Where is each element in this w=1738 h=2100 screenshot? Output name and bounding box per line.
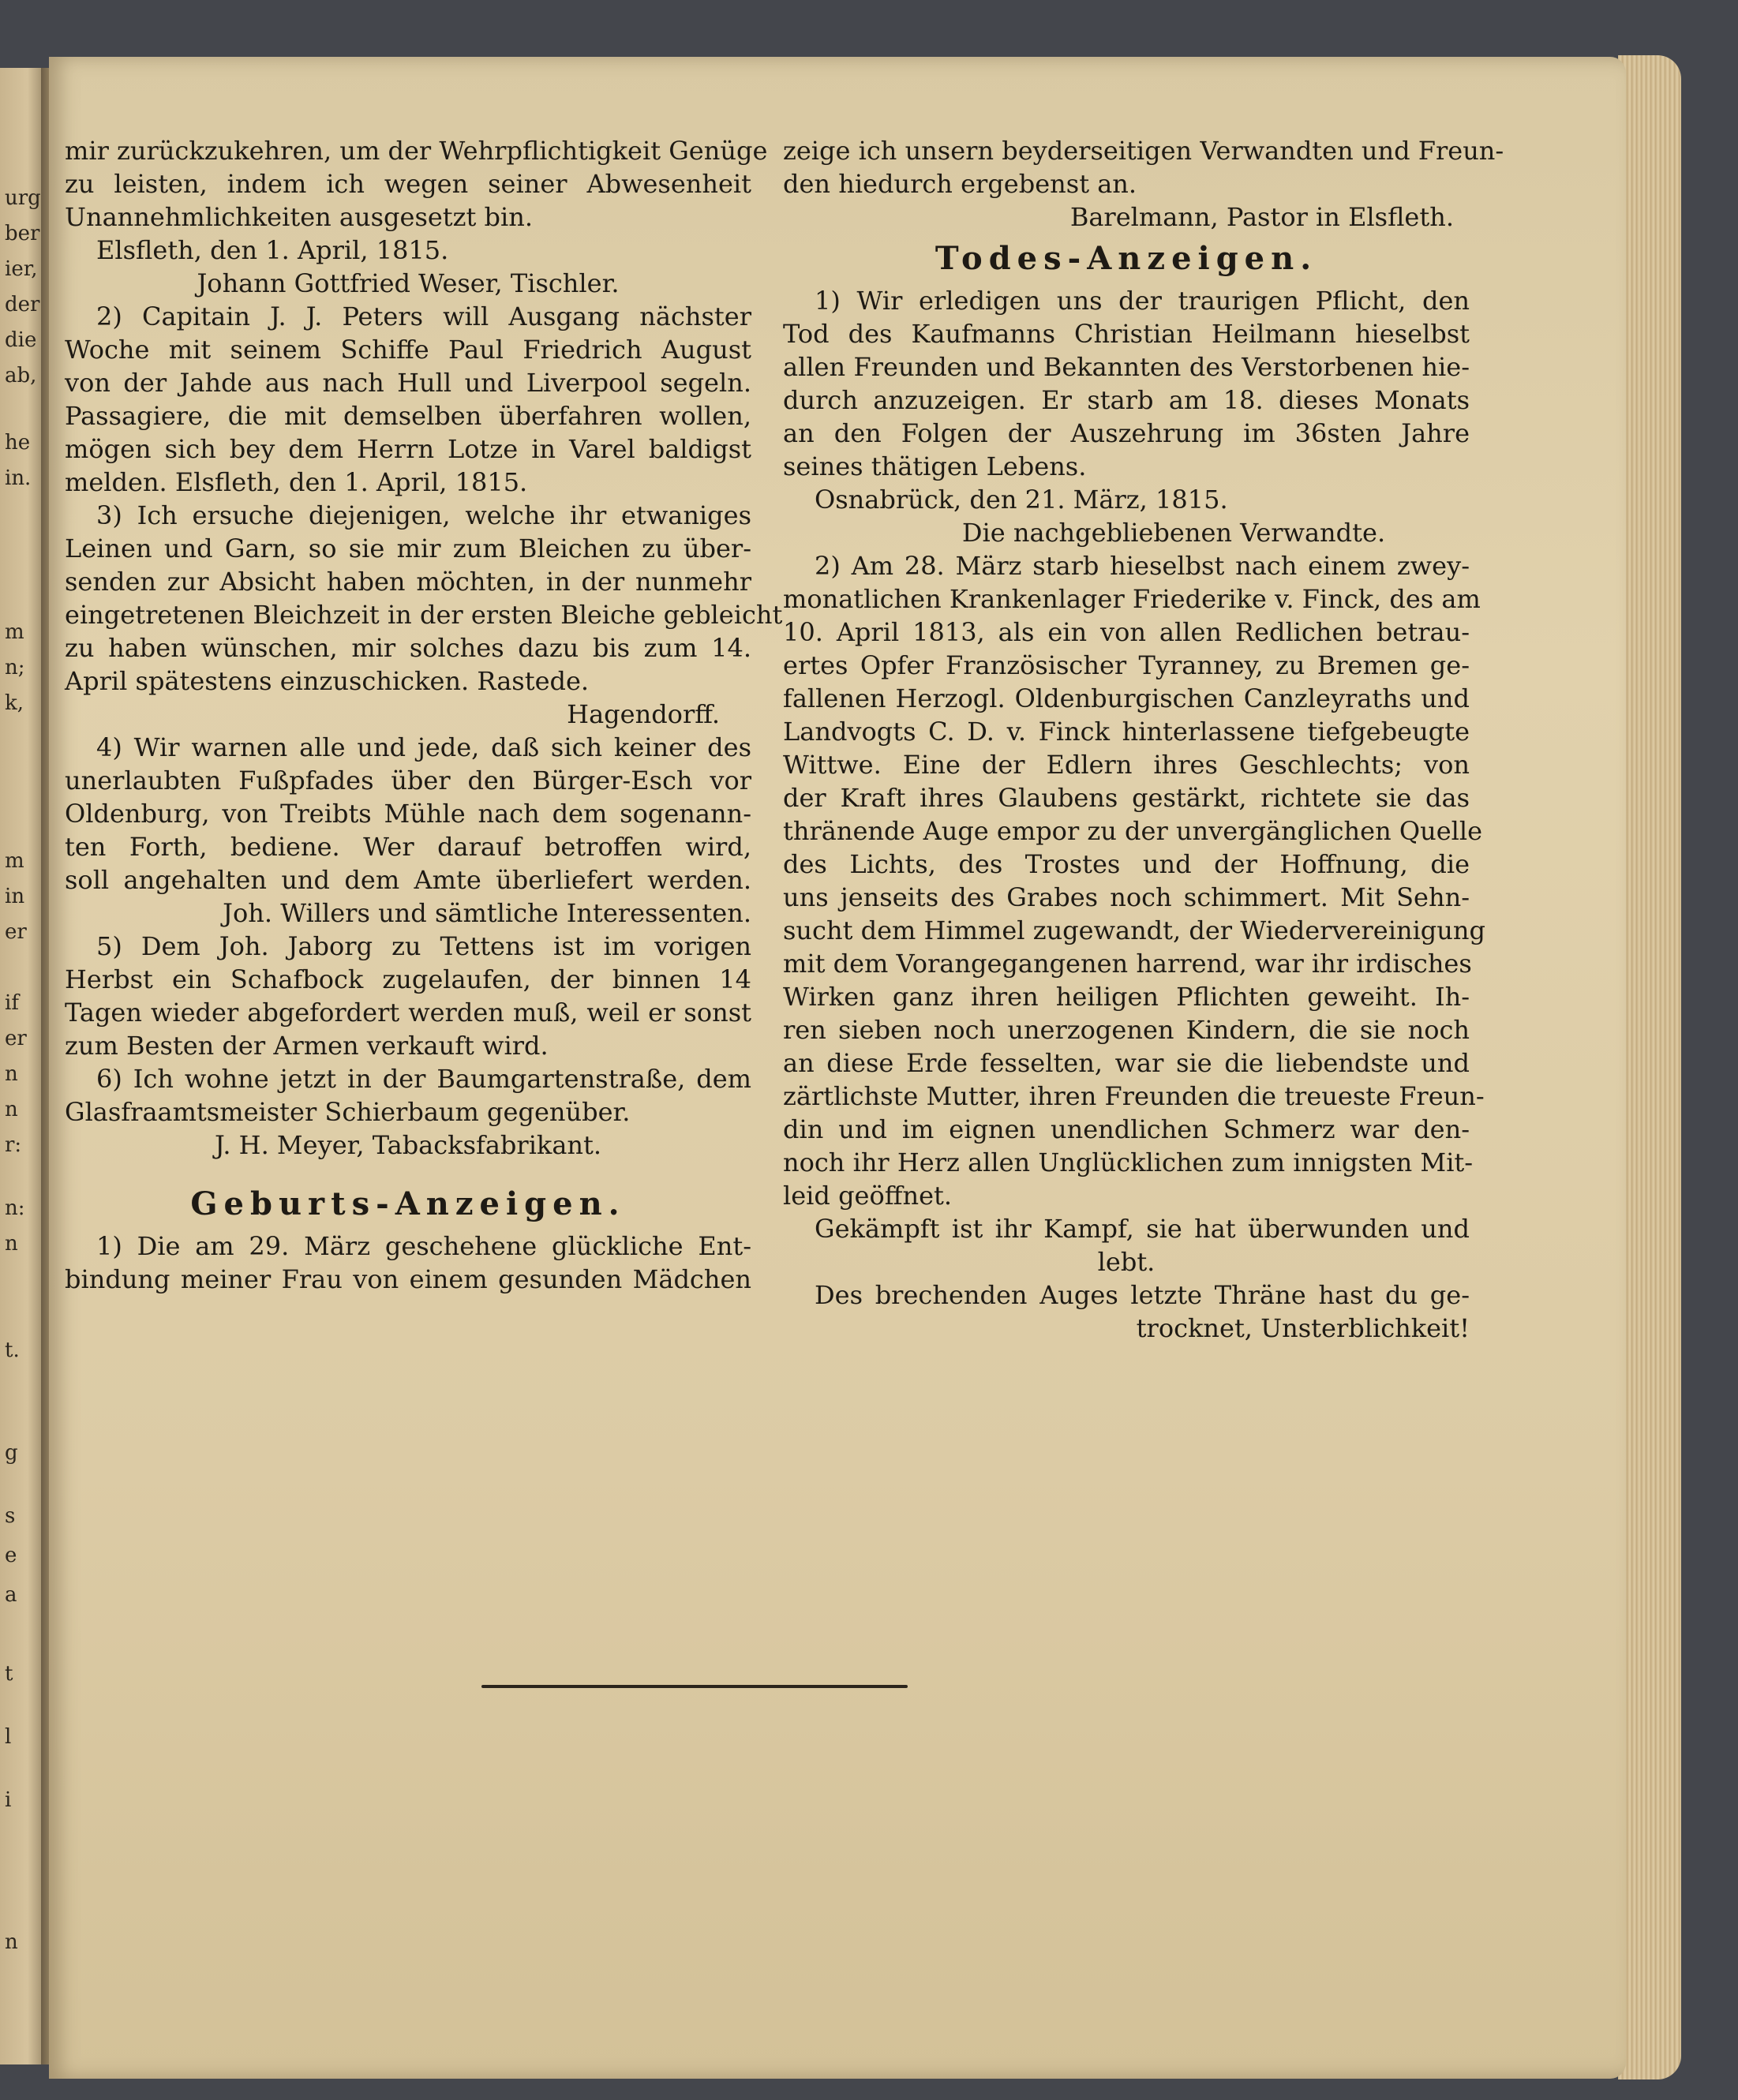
text-line: 3) Ich ersuche diejenigen, welche ihr etwaniges bbox=[96, 500, 751, 530]
text-line: Herbst ein Schafbock zugelaufen, der binnen 14 bbox=[65, 964, 751, 994]
text-line: Leinen und Garn, so sie mir zum Bleichen zu über- bbox=[65, 533, 751, 563]
text-line: Wirken ganz ihren heiligen Pflichten geweiht. Ih- bbox=[783, 982, 1470, 1012]
signature-line: Hagendorff. bbox=[567, 699, 720, 729]
left-page-fragment: er bbox=[5, 920, 27, 944]
left-page-fragment: m bbox=[5, 849, 24, 873]
text-line: 1) Wir erledigen uns der traurigen Pflicht, den bbox=[815, 286, 1470, 316]
text-line: mit dem Vorangegangenen harrend, war ihr irdisches bbox=[783, 949, 1472, 979]
left-page-fragment: t. bbox=[5, 1338, 20, 1362]
text-line: 2) Capitain J. J. Peters will Ausgang nächster bbox=[96, 301, 751, 331]
text-line: an den Folgen der Auszehrung im 36sten Jahre bbox=[783, 418, 1470, 448]
text-line: sucht dem Himmel zugewandt, der Wiedervereinigung bbox=[783, 915, 1485, 945]
text-line: an diese Erde fesselten, war sie die liebendste und bbox=[783, 1048, 1470, 1078]
text-line: ren sieben noch unerzogenen Kindern, die sie noch bbox=[783, 1015, 1470, 1045]
text-line: leid geöffnet. bbox=[783, 1181, 953, 1211]
signature-line: J. H. Meyer, Tabacksfabrikant. bbox=[214, 1130, 602, 1160]
left-page-fragment: s bbox=[5, 1504, 16, 1528]
text-line: Passagiere, die mit demselben überfahren wollen, bbox=[65, 401, 751, 431]
text-line: Woche mit seinem Schiffe Paul Friedrich August bbox=[65, 335, 751, 365]
left-page-fragment: n bbox=[5, 1062, 18, 1086]
text-line: 2) Am 28. März starb hieselbst nach einem zwey- bbox=[815, 551, 1470, 581]
signature-line: Joh. Willers und sämtliche Interessenten. bbox=[223, 898, 751, 928]
text-line: din und im eignen unendlichen Schmerz war den- bbox=[783, 1114, 1470, 1144]
newspaper-page bbox=[49, 57, 1626, 2079]
left-page-fragment: n bbox=[5, 1232, 18, 1256]
text-line: Tod des Kaufmanns Christian Heilmann hieselbst bbox=[783, 319, 1470, 349]
left-page-fragment: n bbox=[5, 1930, 18, 1954]
text-line: 6) Ich wohne jetzt in der Baumgartenstraße, dem bbox=[96, 1064, 751, 1094]
text-line: uns jenseits des Grabes noch schimmert. Mit Sehn- bbox=[783, 882, 1470, 912]
text-line: soll angehalten und dem Amte überliefert werden. bbox=[65, 865, 751, 895]
left-page-fragment: die bbox=[5, 328, 37, 352]
text-line: senden zur Absicht haben möchten, in der nunmehr bbox=[65, 567, 751, 597]
text-line: Osnabrück, den 21. März, 1815. bbox=[815, 485, 1228, 515]
text-line: zu haben wünschen, mir solches dazu bis zum 14. bbox=[65, 633, 751, 663]
left-page-fragment: i bbox=[5, 1788, 12, 1812]
text-line: ten Forth, bediene. Wer darauf betroffen wird, bbox=[65, 832, 751, 862]
text-line: mögen sich bey dem Herrn Lotze in Varel baldigst bbox=[65, 434, 751, 464]
text-line: Glasfraamtsmeister Schierbaum gegenüber. bbox=[65, 1097, 631, 1127]
page-edges bbox=[1618, 55, 1681, 2079]
text-line: zeige ich unsern beyderseitigen Verwandten und Freun- bbox=[783, 136, 1504, 166]
left-page-fragment: urg bbox=[5, 186, 41, 210]
left-page-fragment: ab, bbox=[5, 364, 37, 387]
text-line: Oldenburg, von Treibts Mühle nach dem sogenann- bbox=[65, 799, 751, 829]
poem-line: trocknet, Unsterblichkeit! bbox=[1136, 1313, 1470, 1343]
left-page-fragment: k, bbox=[5, 691, 24, 715]
text-line: zärtlichste Mutter, ihren Freunden die treueste Freun- bbox=[783, 1081, 1485, 1111]
left-page-fragment: m bbox=[5, 620, 24, 644]
text-line: 1) Die am 29. März geschehene glückliche Ent- bbox=[96, 1231, 751, 1261]
text-line: Tagen wieder abgefordert werden muß, weil er sonst bbox=[65, 998, 751, 1028]
text-line: 5) Dem Joh. Jaborg zu Tettens ist im vorigen bbox=[96, 931, 751, 961]
text-line: zu leisten, indem ich wegen seiner Abwesenheit bbox=[65, 169, 751, 199]
left-column bbox=[65, 134, 783, 1296]
text-line: den hiedurch ergebenst an. bbox=[783, 169, 1137, 199]
section-heading-deaths: Todes-Anzeigen. bbox=[935, 240, 1318, 277]
text-line: April spätestens einzuschicken. Rastede. bbox=[65, 666, 590, 696]
text-line: monatlichen Krankenlager Friederike v. Finck, des am bbox=[783, 584, 1481, 614]
text-line: bindung meiner Frau von einem gesunden Mädchen bbox=[65, 1264, 751, 1294]
left-page-fragment: n: bbox=[5, 1196, 25, 1220]
text-line: zum Besten der Armen verkauft wird. bbox=[65, 1031, 549, 1061]
left-page-fragment: l bbox=[5, 1725, 12, 1749]
left-page-fragment: n bbox=[5, 1098, 18, 1121]
text-line: allen Freunden und Bekannten des Verstorbenen hie- bbox=[783, 352, 1470, 382]
text-line: durch anzuzeigen. Er starb am 18. dieses Monats bbox=[783, 385, 1470, 415]
text-line: Elsfleth, den 1. April, 1815. bbox=[96, 235, 449, 265]
signature-line: Barelmann, Pastor in Elsfleth. bbox=[1069, 202, 1454, 232]
text-line: thränende Auge empor zu der unvergänglichen Quelle bbox=[783, 816, 1483, 846]
left-page-fragment: he bbox=[5, 431, 31, 455]
text-line: mir zurückzukehren, um der Wehrpflichtigkeit Genüge bbox=[65, 136, 768, 166]
text-line: 4) Wir warnen alle und jede, daß sich keiner des bbox=[96, 732, 751, 762]
text-line: melden. Elsfleth, den 1. April, 1815. bbox=[65, 467, 528, 497]
left-page-fragment: if bbox=[5, 991, 19, 1015]
left-page-fragment: der bbox=[5, 293, 40, 316]
text-line: eingetretenen Bleichzeit in der ersten Bleiche gebleicht bbox=[65, 600, 783, 630]
text-line: ertes Opfer Französischer Tyranney, zu Bremen ge- bbox=[783, 650, 1470, 680]
right-column bbox=[783, 134, 1504, 1345]
text-line: seines thätigen Lebens. bbox=[783, 451, 1087, 481]
left-page-fragment: a bbox=[5, 1583, 17, 1607]
left-page-fragment: in. bbox=[5, 466, 32, 490]
left-page-fragment: g bbox=[5, 1441, 18, 1465]
spacer bbox=[65, 1162, 751, 1179]
left-page-fragment: t bbox=[5, 1662, 13, 1686]
text-line: unerlaubten Fußpfades über den Bürger-Esch vor bbox=[65, 766, 751, 795]
text-line: noch ihr Herz allen Unglücklichen zum innigsten Mit- bbox=[783, 1147, 1474, 1177]
text-line: des Lichts, des Trostes und der Hoffnung, die bbox=[783, 849, 1470, 879]
text-line: von der Jahde aus nach Hull und Liverpool segeln. bbox=[65, 368, 751, 398]
left-page-fragment: e bbox=[5, 1544, 17, 1567]
signature-line: Johann Gottfried Weser, Tischler. bbox=[197, 268, 620, 298]
left-page-fragment: ier, bbox=[5, 257, 38, 281]
text-line: 10. April 1813, als ein von allen Redlichen betrau- bbox=[783, 617, 1470, 647]
poem-line: Des brechenden Auges letzte Thräne hast du ge- bbox=[815, 1280, 1470, 1310]
left-page-fragment: r: bbox=[5, 1133, 22, 1157]
section-heading-births: Geburts-Anzeigen. bbox=[190, 1185, 626, 1222]
horizontal-rule bbox=[481, 1685, 908, 1688]
poem-line: Gekämpft ist ihr Kampf, sie hat überwunden und bbox=[815, 1214, 1470, 1244]
signature-line: Die nachgebliebenen Verwandte. bbox=[961, 518, 1386, 548]
text-line: Landvogts C. D. v. Finck hinterlassene tiefgebeugte bbox=[783, 717, 1470, 747]
left-page-fragment: ber bbox=[5, 222, 40, 245]
left-page-fragment: er bbox=[5, 1027, 27, 1050]
left-page-edge bbox=[0, 68, 46, 2064]
left-page-fragment: n; bbox=[5, 656, 25, 679]
text-line: fallenen Herzogl. Oldenburgischen Canzleyraths und bbox=[783, 683, 1470, 713]
text-line: der Kraft ihres Glaubens gestärkt, richtete sie das bbox=[783, 783, 1470, 813]
poem-line: lebt. bbox=[1097, 1247, 1156, 1277]
left-page-fragment: in bbox=[5, 885, 25, 908]
text-line: Unannehmlichkeiten ausgesetzt bin. bbox=[65, 202, 534, 232]
text-line: Wittwe. Eine der Edlern ihres Geschlechts; von bbox=[783, 750, 1470, 780]
